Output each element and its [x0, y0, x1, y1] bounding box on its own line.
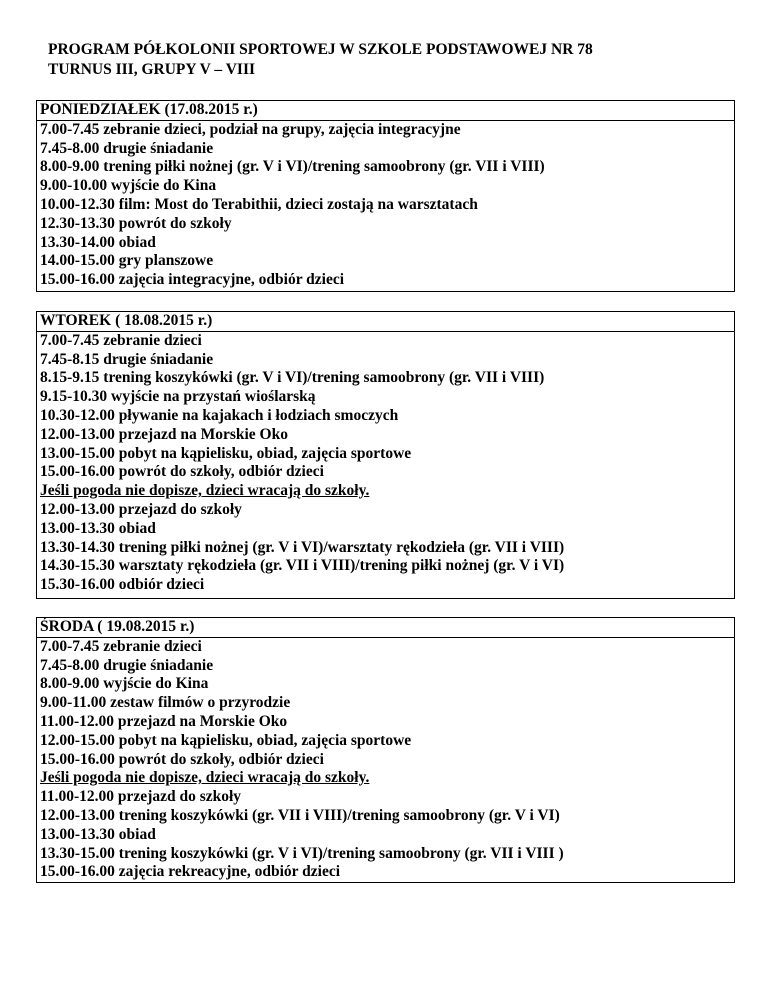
schedule-entry: 13.30-14.30 trening piłki nożnej (gr. V i VI)/warsztaty rękodzieła (gr. VII i VIII)	[40, 538, 565, 556]
schedule-entry: 15.00-16.00 powrót do szkoły, odbiór dzieci	[40, 463, 324, 481]
schedule-entry: 14.30-15.30 warsztaty rękodzieła (gr. VII i VIII)/trening piłki nożnej (gr. V i VI)	[40, 557, 565, 575]
title-line-1: PROGRAM PÓŁKOLONII SPORTOWEJ W SZKOLE PODSTAWOWEJ NR 78	[48, 41, 593, 58]
schedule-entry: 12.00-15.00 pobyt na kąpielisku, obiad, zajęcia sportowe	[40, 731, 412, 749]
schedule-entry: 11.00-12.00 przejazd do szkoły	[40, 788, 242, 806]
schedule-lines	[37, 638, 734, 882]
schedule-entry: 14.00-15.00 gry planszowe	[40, 252, 214, 270]
schedule-entry: 15.30-16.00 odbiór dzieci	[40, 576, 205, 594]
schedule-entry: 10.30-12.00 pływanie na kajakach i łodziach smoczych	[40, 406, 399, 424]
schedule-entry: 10.00-12.30 film: Most do Terabithii, dzieci zostają na warsztatach	[40, 195, 478, 213]
schedule-entry: 8.00-9.00 wyjście do Kina	[40, 675, 209, 693]
weather-note: Jeśli pogoda nie dopisze, dzieci wracają do szkoły.	[40, 769, 370, 787]
day-heading: WTOREK ( 18.08.2015 r.)	[37, 312, 734, 332]
schedule-entry: 12.00-13.00 przejazd na Morskie Oko	[40, 425, 288, 443]
schedule-entry: 9.00-11.00 zestaw filmów o przyrodzie	[40, 694, 291, 712]
schedule-entry: 13.00-13.30 obiad	[40, 519, 156, 537]
schedule-entry: 8.00-9.00 trening piłki nożnej (gr. V i VI)/trening samoobrony (gr. VII i VIII)	[40, 158, 545, 176]
schedule-entry: 13.00-13.30 obiad	[40, 825, 156, 843]
day-heading: PONIEDZIAŁEK (17.08.2015 r.)	[37, 101, 734, 121]
schedule-entry: 13.00-15.00 pobyt na kąpielisku, obiad, zajęcia sportowe	[40, 444, 412, 462]
schedule-entry: 15.00-16.00 zajęcia rekreacyjne, odbiór dzieci	[40, 863, 341, 881]
schedule-lines	[37, 332, 734, 595]
schedule-entry: 7.45-8.15 drugie śniadanie	[40, 350, 214, 368]
schedule-entry: 7.45-8.00 drugie śniadanie	[40, 139, 214, 157]
weather-note: Jeśli pogoda nie dopisze, dzieci wracają do szkoły.	[40, 482, 370, 500]
schedule-entry: 8.15-9.15 trening koszykówki (gr. V i VI)/trening samoobrony (gr. VII i VIII)	[40, 369, 545, 387]
title-line-2: TURNUS III, GRUPY V – VIII	[48, 61, 256, 78]
day-heading: ŚRODA ( 19.08.2015 r.)	[37, 618, 734, 638]
schedule-entry: 7.00-7.45 zebranie dzieci	[40, 637, 202, 655]
schedule-entry: 12.00-13.00 przejazd do szkoły	[40, 500, 242, 518]
schedule-entry: 13.30-15.00 trening koszykówki (gr. V i VI)/trening samoobrony (gr. VII i VIII )	[40, 844, 564, 862]
schedule-entry: 15.00-16.00 powrót do szkoły, odbiór dzieci	[40, 750, 324, 768]
schedule-entry: 12.30-13.30 powrót do szkoły	[40, 214, 232, 232]
schedule-lines	[37, 121, 734, 290]
day-section-monday	[36, 100, 735, 292]
document-title	[48, 40, 738, 80]
day-section-tuesday	[36, 311, 735, 599]
schedule-entry: 13.30-14.00 obiad	[40, 233, 156, 251]
day-section-wednesday	[36, 617, 735, 883]
schedule-entry: 9.15-10.30 wyjście na przystań wioślarską	[40, 388, 316, 406]
schedule-entry: 7.00-7.45 zebranie dzieci	[40, 331, 202, 349]
schedule-entry: 11.00-12.00 przejazd na Morskie Oko	[40, 712, 288, 730]
schedule-entry: 7.45-8.00 drugie śniadanie	[40, 656, 214, 674]
schedule-entry: 15.00-16.00 zajęcia integracyjne, odbiór dzieci	[40, 271, 345, 289]
schedule-entry: 9.00-10.00 wyjście do Kina	[40, 177, 217, 195]
schedule-entry: 12.00-13.00 trening koszykówki (gr. VII i VIII)/trening samoobrony (gr. V i VI)	[40, 806, 560, 824]
schedule-entry: 7.00-7.45 zebranie dzieci, podział na grupy, zajęcia integracyjne	[40, 120, 461, 138]
